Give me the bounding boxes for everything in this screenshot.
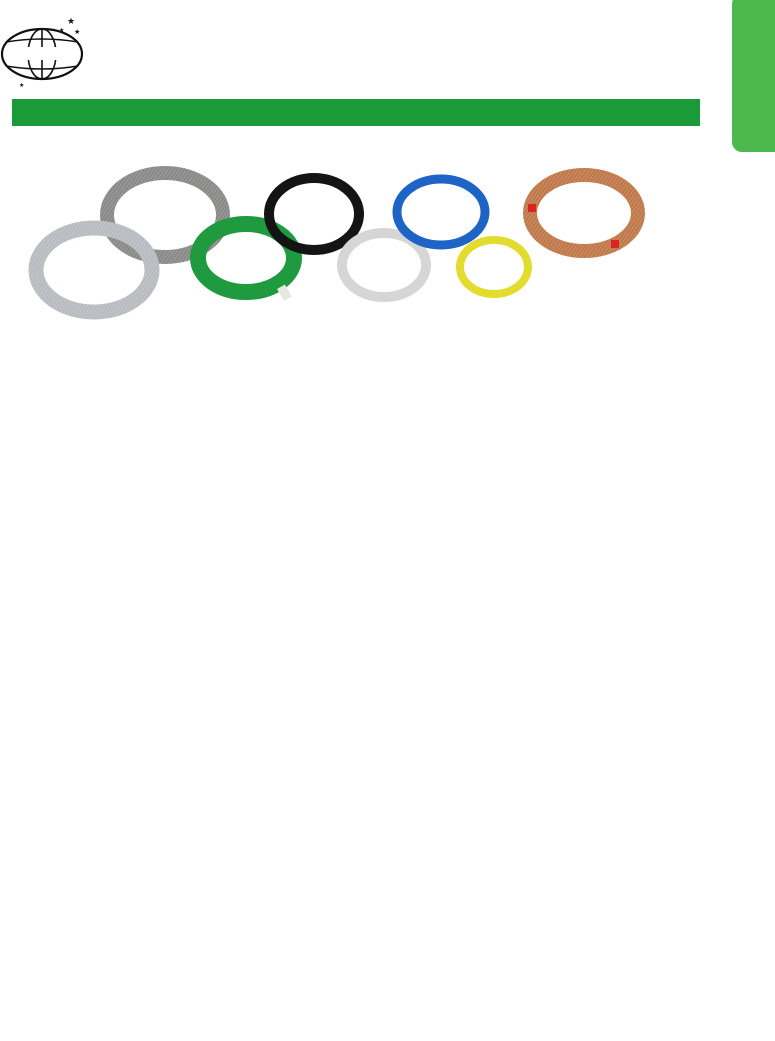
wire-coils-photo <box>28 160 668 335</box>
svg-text:★: ★ <box>59 27 65 34</box>
company-logo <box>0 14 90 94</box>
svg-text:★: ★ <box>19 82 25 89</box>
availability-grid <box>24 597 664 1037</box>
side-index-tab[interactable] <box>732 0 775 152</box>
svg-text:★: ★ <box>74 28 81 36</box>
svg-text:★: ★ <box>67 17 76 27</box>
title-underline-bar <box>12 99 700 126</box>
